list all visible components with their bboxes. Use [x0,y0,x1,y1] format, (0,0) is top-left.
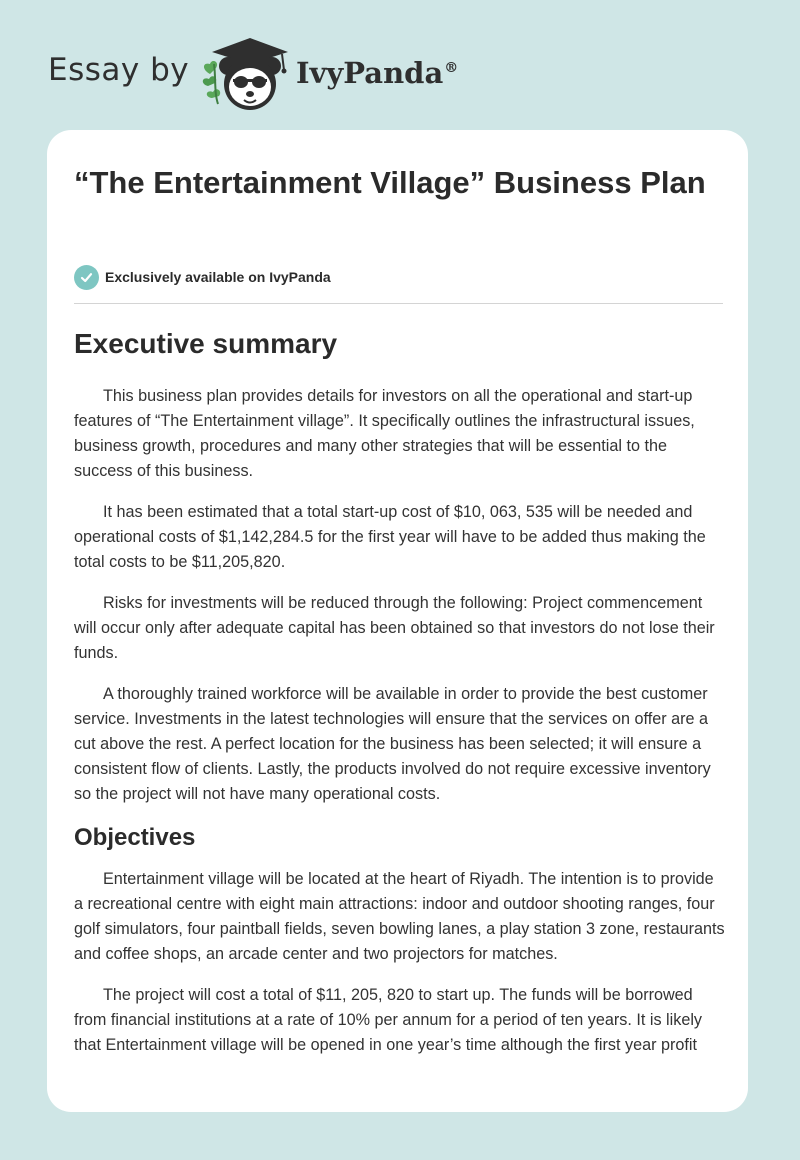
paragraph: Risks for investments will be reduced through the following: Project commencement will occur only after adequate capital has been obtained so that investors do not lose their funds. [74,594,715,662]
paragraph: It has been estimated that a total start-up cost of $10, 063, 535 will be needed and operational costs of $1,142,284.5 for the first year will have to be added thus making the total costs to be $11,205,820. [74,503,706,571]
essay-by-label: Essay by [48,52,190,88]
check-icon [74,265,99,290]
page-title: “The Entertainment Village” Business Plan [74,165,706,200]
registered-mark: ® [444,60,459,77]
divider [74,303,723,304]
site-header [48,30,488,114]
section-heading-objectives: Objectives [74,824,196,851]
brand-name[interactable]: IvyPanda® [296,56,459,90]
exclusive-label: Exclusively available on IvyPanda [105,269,331,285]
exclusive-badge [74,264,331,290]
section-heading-executive-summary: Executive summary [74,328,338,359]
panda-logo-icon[interactable] [198,34,294,112]
paragraph: This business plan provides details for investors on all the operational and start-up features of “The Entertainment village”. It specifically outlines the infrastructural issues, business growth, procedures and many other strategies that will be essential to the success of this business. [74,387,695,480]
essay-body [74,324,725,1058]
essay-card [47,130,748,1112]
paragraph: The project will cost a total of $11, 205, 820 to start up. The funds will be borrowed from financial institutions at a rate of 10% per annum for a period of ten years. It is likely that Entertainment village will be opened in one year’s time although the first year profit [74,986,703,1054]
paragraph: A thoroughly trained workforce will be available in order to provide the best customer service. Investments in the latest technologies will ensure that the services on offer are a cut above the rest. A perfect location for the business has been selected; it will ensure a consistent flow of clients. Lastly, the products involved do not require excessive inventory so the project will not have many operational costs. [74,685,711,803]
paragraph: Entertainment village will be located at the heart of Riyadh. The intention is to provide a recreational centre with eight main attractions: indoor and outdoor shooting ranges, four golf simulators, four paintball fields, seven bowling lanes, a play station 3 zone, restaurants and coffee shops, an arcade center and two projectors for matches. [74,870,725,963]
